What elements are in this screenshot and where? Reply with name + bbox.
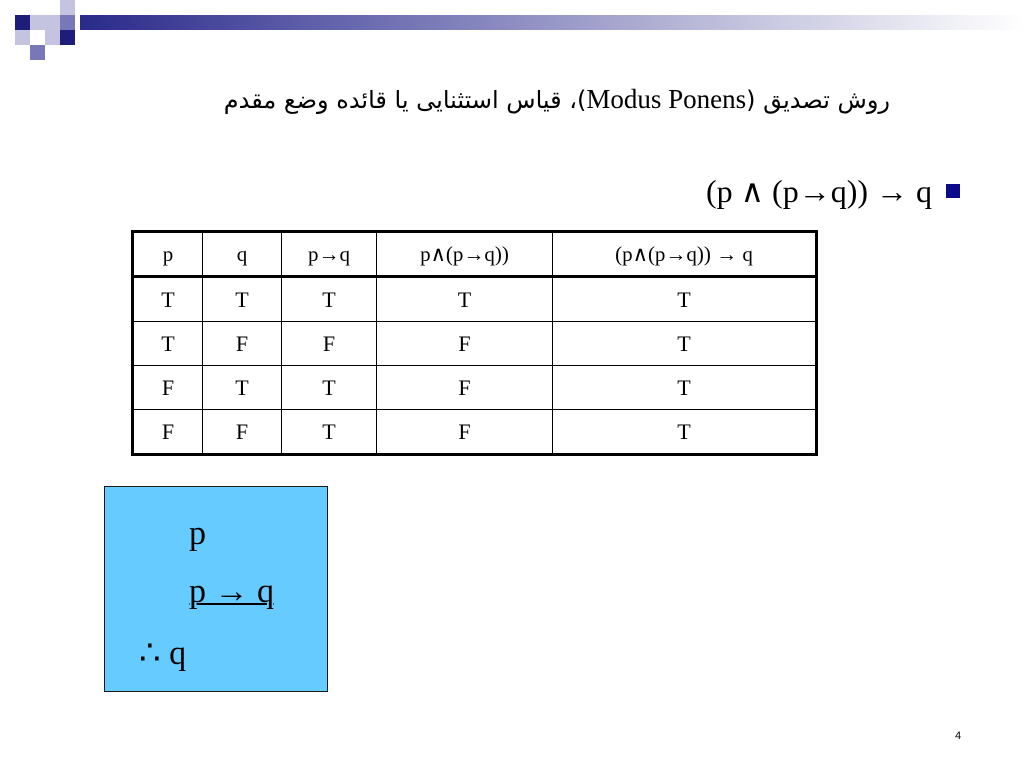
proof-premise-1: p [189,515,206,552]
decor-square [30,45,45,60]
table-header-cell: p∧(p→q)) [377,232,553,277]
page-number: 4 [955,730,962,742]
proof-conclusion: ∴ q [139,635,187,672]
decor-square [45,30,60,45]
table-cell: F [377,322,553,366]
table-cell: T [282,277,377,322]
table-cell: F [133,366,203,410]
table-row [133,277,817,322]
table-cell: T [553,322,817,366]
decor-square [60,15,75,30]
table-header-row [133,232,817,277]
proof-premise-2: p → q [189,573,274,610]
table-cell: T [553,277,817,322]
decor-square [60,30,75,45]
title-latin: Modus Ponens [586,84,747,114]
square-bullet-icon [946,184,960,198]
table-cell: T [203,277,282,322]
table-cell: F [282,322,377,366]
table-cell: T [133,277,203,322]
table-header-cell: (p∧(p→q)) → q [553,232,817,277]
title-part-2: )، قیاس استثنایی یا قائده وضع مقدم [223,86,587,114]
table-cell: T [553,366,817,410]
table-cell: F [377,366,553,410]
table-cell: F [377,410,553,455]
slide-title [0,84,890,115]
table-cell: T [133,322,203,366]
bullet-formula [706,172,960,210]
table-cell: F [203,322,282,366]
decor-square [15,30,30,45]
table-cell: T [282,366,377,410]
decor-square [30,15,45,30]
header-gradient-bar [80,15,1024,30]
decor-square [45,15,60,30]
table-cell: F [203,410,282,455]
formula-text: (p ∧ (p→q)) → q [705,173,932,209]
title-part-1: روش تصدیق ( [746,86,890,114]
table-cell: T [377,277,553,322]
table-header-cell: p [133,232,203,277]
table-cell: T [282,410,377,455]
table-header-cell: p→q [282,232,377,277]
table-header-cell: q [203,232,282,277]
decor-square [15,15,30,30]
decor-square [60,0,75,15]
table-cell: F [133,410,203,455]
table-row [133,410,817,455]
table-cell: T [203,366,282,410]
table-cell: T [553,410,817,455]
proof-box [104,486,328,692]
table-row [133,366,817,410]
truth-table [131,230,818,456]
table-row [133,322,817,366]
